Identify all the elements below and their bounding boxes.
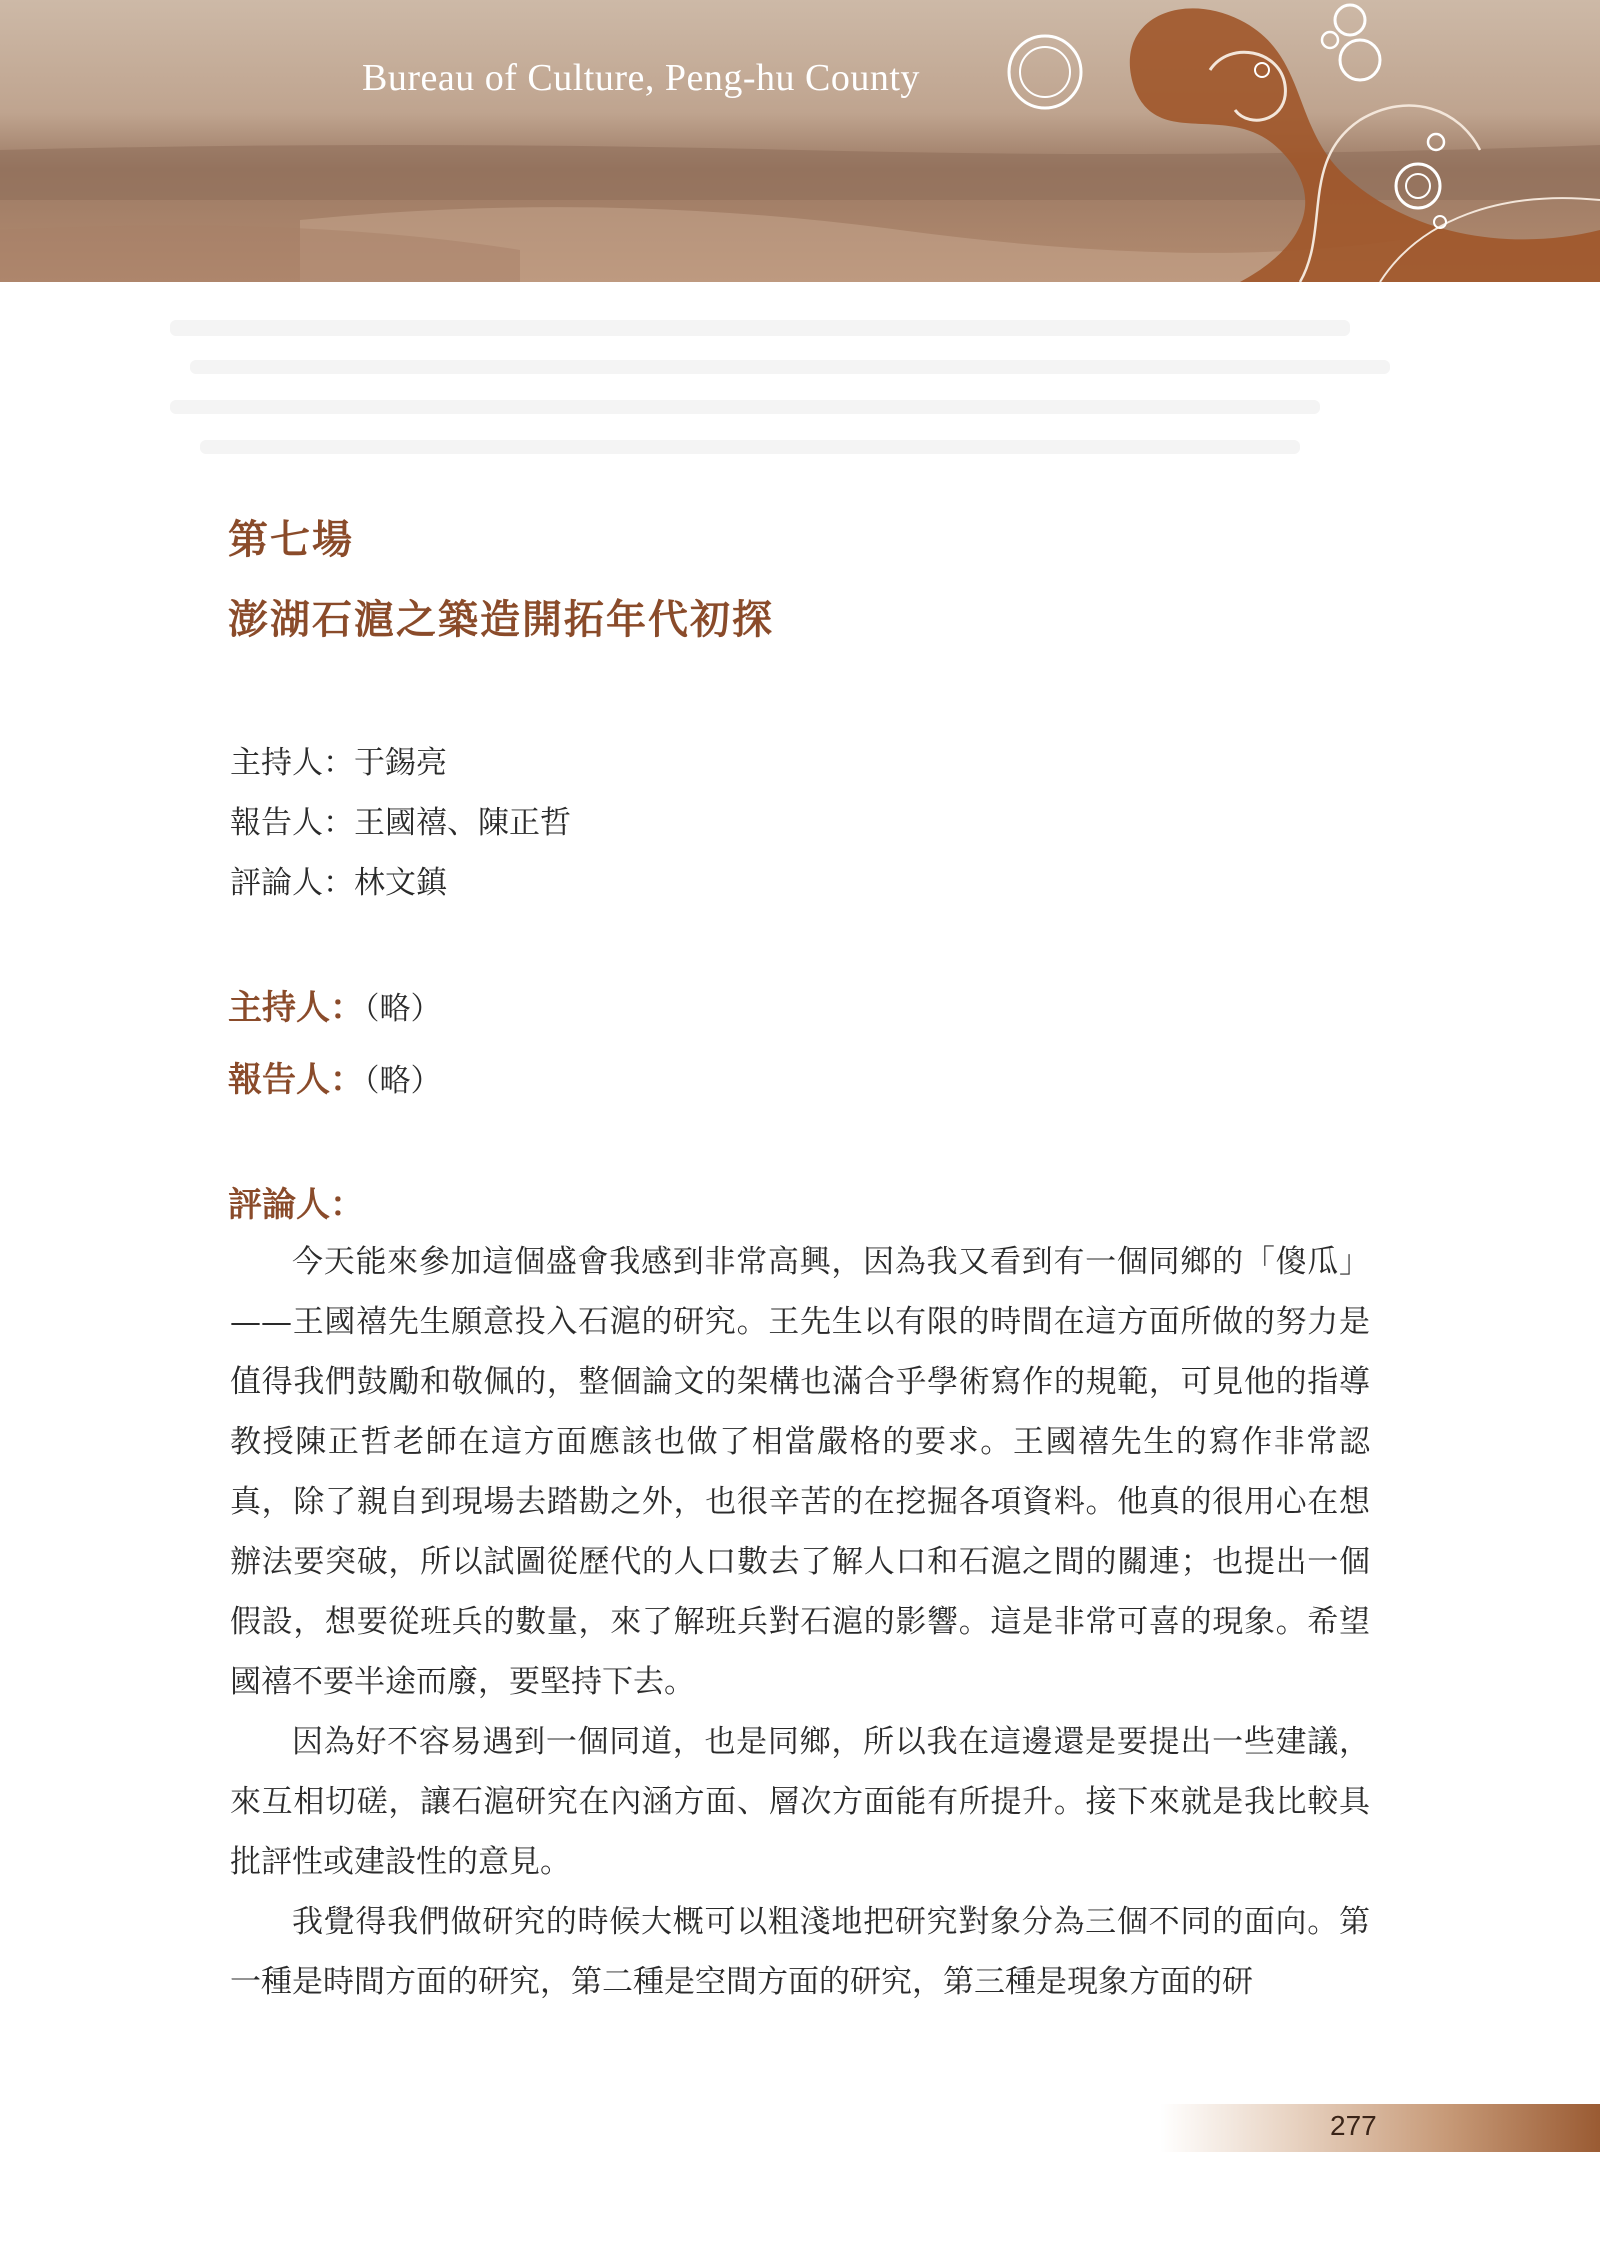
commentary-body	[230, 1232, 1370, 2012]
host-speaker	[228, 980, 442, 1029]
paper-title: 澎湖石滬之築造開拓年代初探	[228, 596, 774, 643]
paragraph: 我覺得我們做研究的時候大概可以粗淺地把研究對象分為三個不同的面向。第一種是時間方面的研究，第二種是空間方面的研究，第三種是現象方面的研	[230, 1904, 1370, 2000]
page-number: 277	[1330, 2110, 1377, 2141]
banner-title: Bureau of Culture, Peng-hu County	[362, 57, 920, 99]
reporter-speaker-label: 報告人：	[228, 1060, 364, 1100]
paragraph: 因為好不容易遇到一個同道，也是同鄉，所以我在這邊還是要提出一些建議，來互相切磋，讓石滬研究在內涵方面、層次方面能有所提升。接下來就是我比較具批評性或建設性的意見。	[230, 1724, 1370, 1880]
reporter-speaker	[228, 1052, 442, 1101]
session-heading: 第七場	[228, 516, 354, 563]
commentator-line: 評論人：林文鎮	[230, 865, 447, 901]
paragraph: 今天能來參加這個盛會我感到非常高興，因為我又看到有一個同鄉的「傻瓜」——王國禧先生願意投入石滬的研究。王先生以有限的時間在這方面所做的努力是值得我們鼓勵和敬佩的，整個論文的架構也滿合乎學術寫作的規範，可見他的指導教授陳正哲老師在這方面應該也做了相當嚴格的要求。王國禧先生的寫作非常認真，除了親自到現場去踏勘之外，也很辛苦的在挖掘各項資料。他真的很用心在想辦法要突破，所以試圖從歷代的人口數去了解人口和石滬之間的關連；也提出一個假設，想要從班兵的數量，來了解班兵對石滬的影響。這是非常可喜的現象。希望國禧不要半途而廢，要堅持下去。	[230, 1244, 1370, 1700]
swirl-ornament	[0, 0, 1600, 282]
host-speaker-label: 主持人：	[228, 988, 364, 1028]
host-speaker-note: （略）	[364, 991, 442, 1027]
footer-bar	[1160, 2104, 1600, 2152]
reporters-line: 報告人：王國禧、陳正哲	[230, 805, 571, 841]
reporter-speaker-note: （略）	[364, 1063, 442, 1099]
header-banner	[0, 0, 1600, 282]
commentator-speaker-label: 評論人：	[228, 1185, 364, 1225]
faint-watermark-text	[170, 300, 1430, 500]
host-line: 主持人：于錫亮	[230, 745, 447, 781]
